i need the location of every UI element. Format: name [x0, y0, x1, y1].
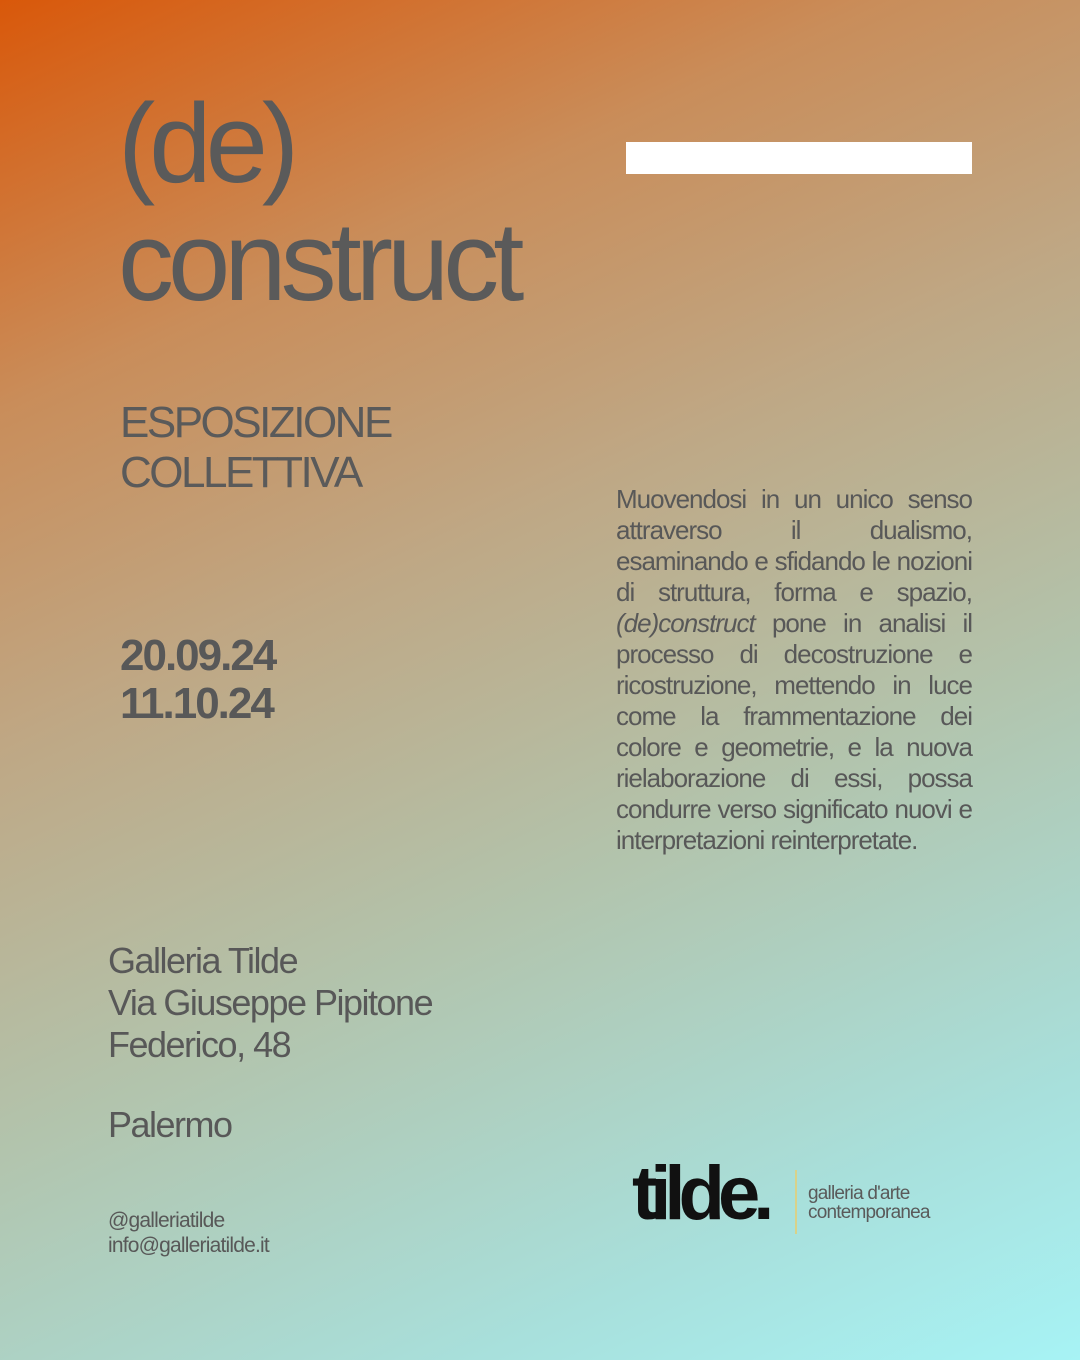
logo-divider	[795, 1170, 797, 1234]
tilde-logo: tilde.	[632, 1151, 768, 1236]
venue-city: Palermo	[108, 1104, 232, 1145]
street-line-2: Federico, 48	[108, 1024, 291, 1065]
description-text-before: Muovendosi in un unico senso attraverso il dualismo, esaminando e sfidando le nozioni di struttura, forma e spazio,	[616, 484, 972, 607]
street-line-1: Via Giuseppe Pipitone	[108, 982, 433, 1023]
exhibition-title	[118, 81, 519, 324]
exhibition-dates	[120, 632, 275, 728]
end-date: 11.10.24	[120, 679, 273, 728]
exhibition-subtitle	[120, 398, 391, 498]
logo-tagline	[808, 1184, 930, 1222]
title-line-1: (de)	[118, 81, 294, 206]
logo-tagline-line-2: contemporanea	[808, 1202, 930, 1223]
logo-tagline-line-1: galleria d'arte	[808, 1183, 910, 1204]
exhibition-description	[616, 484, 972, 856]
gallery-name: Galleria Tilde	[108, 940, 298, 981]
venue-address	[108, 940, 432, 1066]
description-text-after: pone in analisi il processo di decostruzione e ricostruzione, mettendo in luce come la frammentazione dei colore e geometrie, e la nuova rielaborazione di essi, possa condurre verso significato nuovi e interpretazioni reinterpretate.	[616, 608, 972, 855]
social-handle[interactable]: @galleriatilde	[108, 1209, 225, 1232]
description-emphasis: (de)construct	[616, 608, 755, 638]
subtitle-line-1: ESPOSIZIONE	[120, 398, 391, 447]
start-date: 20.09.24	[120, 631, 276, 680]
contact-info	[108, 1208, 269, 1258]
title-line-2: construct	[118, 199, 519, 324]
email-address[interactable]: info@galleriatilde.it	[108, 1234, 269, 1257]
subtitle-line-2: COLLETTIVA	[120, 448, 361, 497]
white-bar-decoration	[626, 142, 972, 174]
